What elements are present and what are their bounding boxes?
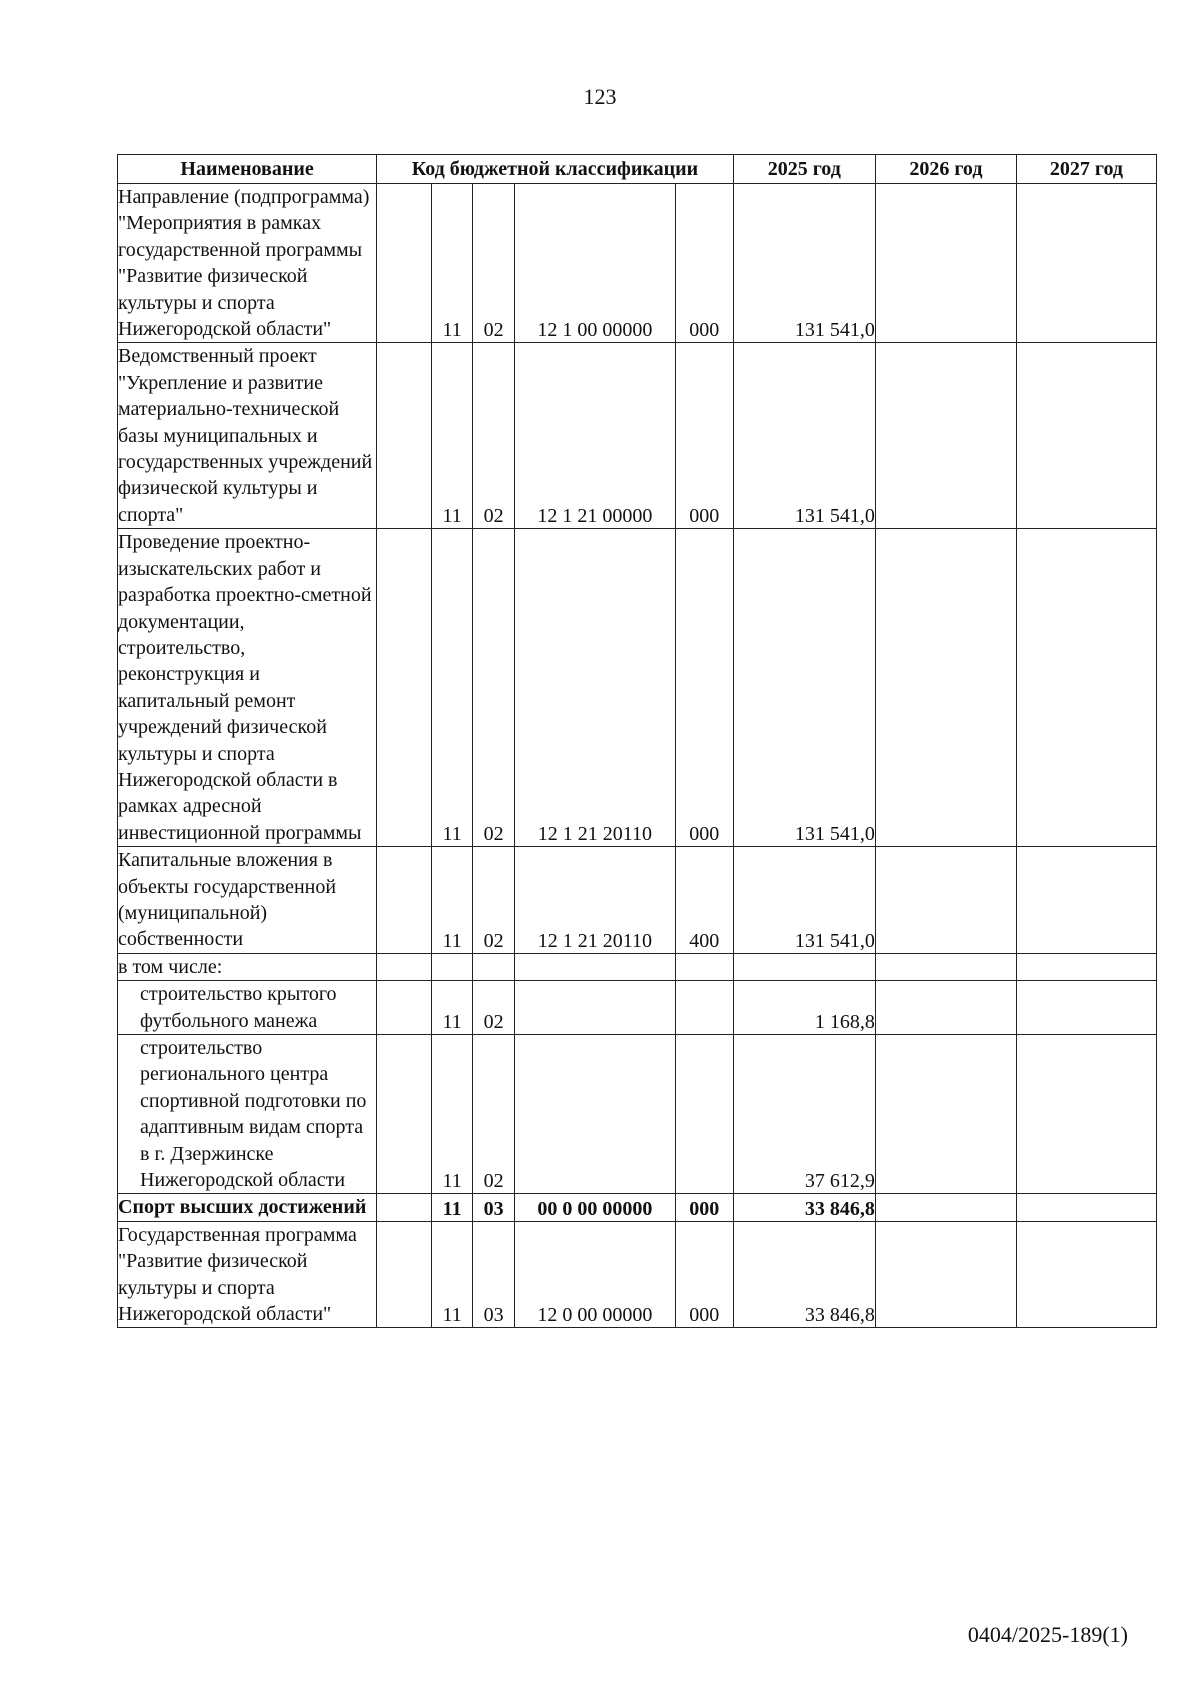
row-subsection: 02 bbox=[473, 343, 515, 529]
table-row bbox=[118, 953, 1157, 980]
row-2026 bbox=[875, 847, 1016, 954]
row-subsection bbox=[473, 953, 515, 980]
row-subsection: 02 bbox=[473, 1035, 515, 1194]
row-2025: 33 846,8 bbox=[733, 1221, 875, 1328]
row-expense-type: 400 bbox=[675, 847, 733, 954]
table-row bbox=[118, 343, 1157, 529]
row-target-code: 12 1 21 20110 bbox=[514, 847, 675, 954]
row-2027 bbox=[1016, 529, 1156, 847]
row-name: Направление (подпрограмма) "Мероприятия в рамках государственной программы "Развитие физической культуры и спорта Нижегородской области" bbox=[118, 184, 377, 343]
row-target-code: 12 1 21 20110 bbox=[514, 529, 675, 847]
header-2025: 2025 год bbox=[733, 155, 875, 184]
row-2027 bbox=[1016, 343, 1156, 529]
row-section: 11 bbox=[431, 1035, 473, 1194]
row-2026 bbox=[875, 1194, 1016, 1221]
document-code: 0404/2025-189(1) bbox=[967, 1622, 1128, 1647]
row-name: Спорт высших достижений bbox=[118, 1194, 377, 1221]
table-row bbox=[118, 529, 1157, 847]
row-code-1 bbox=[377, 1035, 432, 1194]
row-subsection: 03 bbox=[473, 1194, 515, 1221]
row-code-1 bbox=[377, 981, 432, 1035]
row-name: в том числе: bbox=[118, 953, 377, 980]
table-row bbox=[118, 1194, 1157, 1221]
row-2026 bbox=[875, 1035, 1016, 1194]
row-2025: 33 846,8 bbox=[733, 1194, 875, 1221]
row-target-code: 12 0 00 00000 bbox=[514, 1221, 675, 1328]
row-target-code bbox=[514, 953, 675, 980]
row-name: строительство крытого футбольного манежа bbox=[140, 983, 337, 1032]
row-name: Проведение проектно-изыскательских работ и разработка проектно-сметной документации, строительство, реконструкция и капитальный ремонт учреждений физической культуры и спорта Нижегородской области в рамках адресной инвестиционной программы bbox=[118, 529, 377, 847]
row-section: 11 bbox=[431, 1194, 473, 1221]
row-expense-type bbox=[675, 981, 733, 1035]
table-row bbox=[118, 981, 1157, 1035]
row-2027 bbox=[1016, 1035, 1156, 1194]
row-2025: 131 541,0 bbox=[733, 343, 875, 529]
header-code: Код бюджетной классификации bbox=[377, 155, 734, 184]
row-expense-type: 000 bbox=[675, 343, 733, 529]
row-2025: 131 541,0 bbox=[733, 529, 875, 847]
row-expense-type: 000 bbox=[675, 1221, 733, 1328]
row-2025: 131 541,0 bbox=[733, 184, 875, 343]
row-2027 bbox=[1016, 953, 1156, 980]
row-section bbox=[431, 953, 473, 980]
row-2026 bbox=[875, 981, 1016, 1035]
row-subsection: 02 bbox=[473, 184, 515, 343]
table-row bbox=[118, 1035, 1157, 1194]
header-2027: 2027 год bbox=[1016, 155, 1156, 184]
row-expense-type bbox=[675, 1035, 733, 1194]
row-2025: 131 541,0 bbox=[733, 847, 875, 954]
row-section: 11 bbox=[431, 1221, 473, 1328]
row-name: строительство регионального центра спортивной подготовки по адаптивным видам спорта в г. Дзержинске Нижегородской области bbox=[140, 1037, 367, 1192]
row-2027 bbox=[1016, 1221, 1156, 1328]
row-subsection: 03 bbox=[473, 1221, 515, 1328]
row-2027 bbox=[1016, 184, 1156, 343]
row-target-code: 12 1 00 00000 bbox=[514, 184, 675, 343]
row-name: Ведомственный проект "Укрепление и развитие материально-технической базы муниципальных и государственных учреждений физической культуры и спорта" bbox=[118, 343, 377, 529]
header-2026: 2026 год bbox=[875, 155, 1016, 184]
row-subsection: 02 bbox=[473, 981, 515, 1035]
row-expense-type bbox=[675, 953, 733, 980]
row-section: 11 bbox=[431, 343, 473, 529]
row-2027 bbox=[1016, 1194, 1156, 1221]
row-2025: 1 168,8 bbox=[733, 981, 875, 1035]
row-code-1 bbox=[377, 1194, 432, 1221]
header-name: Наименование bbox=[118, 155, 377, 184]
header-row bbox=[118, 155, 1157, 184]
row-2026 bbox=[875, 184, 1016, 343]
row-code-1 bbox=[377, 529, 432, 847]
row-section: 11 bbox=[431, 847, 473, 954]
row-subsection: 02 bbox=[473, 529, 515, 847]
row-subsection: 02 bbox=[473, 847, 515, 954]
table-row bbox=[118, 847, 1157, 954]
row-expense-type: 000 bbox=[675, 529, 733, 847]
row-name: Государственная программа "Развитие физической культуры и спорта Нижегородской области" bbox=[118, 1221, 377, 1328]
page-number: 123 bbox=[583, 84, 617, 109]
row-section: 11 bbox=[431, 529, 473, 847]
row-code-1 bbox=[377, 1221, 432, 1328]
row-2026 bbox=[875, 953, 1016, 980]
row-2025 bbox=[733, 953, 875, 980]
row-2027 bbox=[1016, 847, 1156, 954]
row-name: Капитальные вложения в объекты государственной (муниципальной) собственности bbox=[118, 847, 377, 954]
row-expense-type: 000 bbox=[675, 1194, 733, 1221]
table-row bbox=[118, 1221, 1157, 1328]
budget-table bbox=[117, 154, 1157, 1328]
row-target-code bbox=[514, 981, 675, 1035]
row-2026 bbox=[875, 1221, 1016, 1328]
row-code-1 bbox=[377, 343, 432, 529]
row-2025: 37 612,9 bbox=[733, 1035, 875, 1194]
row-code-1 bbox=[377, 953, 432, 980]
row-target-code: 12 1 21 00000 bbox=[514, 343, 675, 529]
row-code-1 bbox=[377, 847, 432, 954]
row-expense-type: 000 bbox=[675, 184, 733, 343]
row-2026 bbox=[875, 529, 1016, 847]
row-2026 bbox=[875, 343, 1016, 529]
row-target-code: 00 0 00 00000 bbox=[514, 1194, 675, 1221]
row-2027 bbox=[1016, 981, 1156, 1035]
row-code-1 bbox=[377, 184, 432, 343]
row-section: 11 bbox=[431, 184, 473, 343]
table-row bbox=[118, 184, 1157, 343]
row-target-code bbox=[514, 1035, 675, 1194]
row-section: 11 bbox=[431, 981, 473, 1035]
